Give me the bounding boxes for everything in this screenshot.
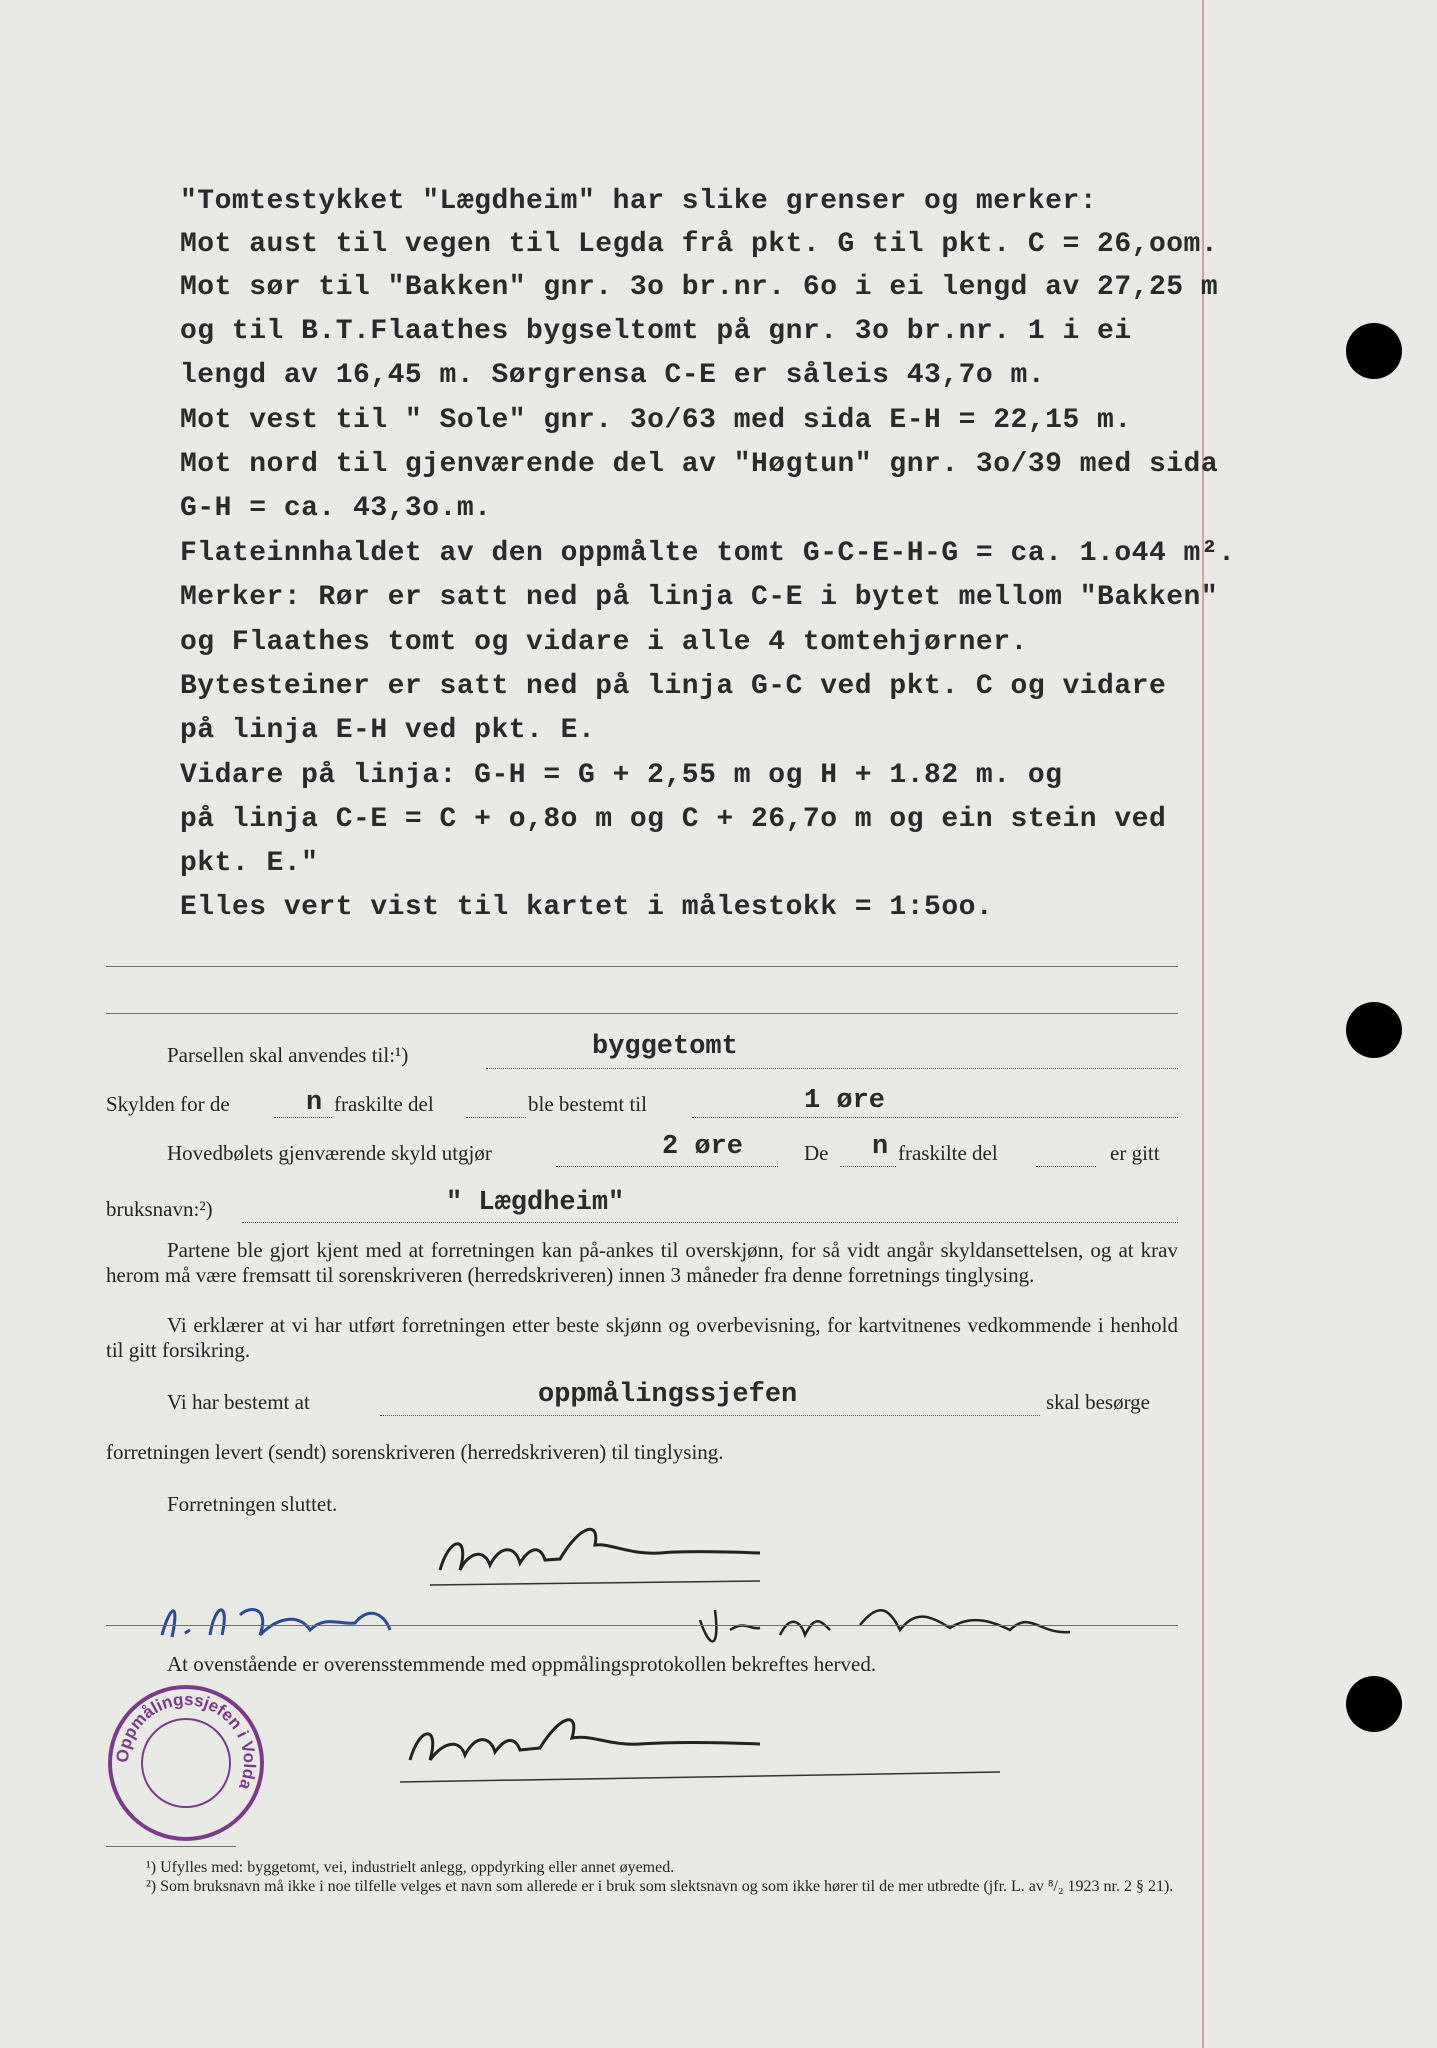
dotted-line: [840, 1166, 896, 1167]
stamp-text: Oppmålingssjefen i Volda: [112, 1689, 260, 1793]
hoved-fill: n: [872, 1132, 889, 1162]
appeal-paragraph: Partene ble gjort kjent med at forretningen kan på-ankes til overskjønn, for så vidt angår skyldansettelsen, og at krav herom må være fremsatt til sorenskriveren (herredskriveren) innen 3 måneder fra denne forretnings tinglysing.: [106, 1238, 1178, 1287]
parsell-value: byggetomt: [592, 1032, 738, 1062]
dotted-line: [380, 1415, 1040, 1416]
hoved-label: Hovedbølets gjenværende skyld utgjør: [167, 1141, 492, 1165]
typed-line: på linja E-H ved pkt. E.: [180, 715, 596, 746]
punch-hole: [1346, 323, 1402, 379]
punch-hole: [1346, 1676, 1402, 1732]
official-stamp: [106, 1683, 266, 1843]
typed-line: Mot aust til vegen til Legda frå pkt. G til pkt. C = 26,oom.: [180, 229, 1219, 260]
skyld-value: 1 øre: [804, 1086, 886, 1116]
declaration-paragraph: Vi erklærer at vi har utført forretningen etter beste skjønn og overbevisning, for kartvitnenes vedkommende i henhold til gitt forsikring.: [106, 1313, 1178, 1362]
typed-line: pkt. E.": [180, 848, 319, 879]
typed-line: Mot sør til "Bakken" gnr. 3o br.nr. 6o i ei lengd av 27,25 m: [180, 272, 1219, 303]
bestemt-label: Vi har bestemt at: [167, 1390, 310, 1414]
dotted-line: [242, 1222, 1178, 1223]
skyld-label: Skylden for de: [106, 1092, 230, 1116]
bruk-value: " Lægdheim": [446, 1188, 625, 1218]
typed-line: Flateinnhaldet av den oppmålte tomt G-C-E-H-G = ca. 1.o44 m².: [180, 538, 1236, 569]
signature-main: [430, 1515, 770, 1595]
hoved-label: er gitt: [1110, 1141, 1160, 1165]
confirm-text: At ovenstående er overensstemmende med oppmålingsprotokollen bekreftes herved.: [167, 1652, 877, 1676]
form-rule: [106, 966, 1178, 967]
typed-line: "Tomtestykket "Lægdheim" har slike grenser og merker:: [180, 186, 1098, 217]
typed-line: Mot vest til " Sole" gnr. 3o/63 med sida E-H = 22,15 m.: [180, 405, 1132, 436]
levert-line: forretningen levert (sendt) sorenskriveren (herredskriveren) til tinglysing.: [106, 1440, 724, 1464]
skyld-label: fraskilte del: [334, 1092, 434, 1116]
footnote-2: ²) Som bruksnavn må ikke i noe tilfelle velges et navn som allerede er i bruk som slektsnavn og som ikke hører til de mer utbredte (jfr. L. av ⁸/₂ 1923 nr. 2 § 21).: [146, 1878, 1174, 1895]
dotted-line: [274, 1117, 332, 1118]
footnote-rule: [106, 1846, 236, 1847]
punch-hole: [1346, 1002, 1402, 1058]
bestemt-suffix: skal besørge: [1046, 1390, 1151, 1414]
sluttet-text: Forretningen sluttet.: [167, 1492, 338, 1516]
typed-line: Bytesteiner er satt ned på linja G-C ved pkt. C og vidare: [180, 671, 1167, 702]
hoved-label: De: [804, 1141, 829, 1165]
typed-line: Merker: Rør er satt ned på linja C-E i bytet mellom "Bakken": [180, 582, 1219, 613]
dotted-line: [1036, 1166, 1096, 1167]
typed-line: og Flaathes tomt og vidare i alle 4 tomtehjørner.: [180, 627, 1028, 658]
signature-confirm: [400, 1700, 1020, 1800]
signature-witness-blue: [150, 1585, 490, 1655]
hoved-label: fraskilte del: [898, 1141, 998, 1165]
dotted-line: [466, 1117, 526, 1118]
typed-line: Elles vert vist til kartet i målestokk = 1:5oo.: [180, 892, 994, 923]
typed-line: og til B.T.Flaathes bygseltomt på gnr. 3o br.nr. 1 i ei: [180, 316, 1132, 347]
signature-line: [106, 1625, 1178, 1626]
margin-line: [1202, 0, 1204, 2048]
dotted-line: [486, 1068, 1178, 1069]
typed-line: lengd av 16,45 m. Sørgrensa C-E er såleis 43,7o m.: [180, 360, 1046, 391]
skyld-fill: n: [306, 1088, 323, 1118]
typed-line: G-H = ca. 43,3o.m.: [180, 493, 492, 524]
typed-line: Vidare på linja: G-H = G + 2,55 m og H + 1.82 m. og: [180, 760, 1063, 791]
hoved-value: 2 øre: [662, 1132, 744, 1162]
footnote-1: ¹) Ufylles med: byggetomt, vei, industrielt anlegg, oppdyrking eller annet øyemed.: [146, 1859, 675, 1876]
dotted-line: [692, 1117, 1178, 1118]
dotted-line: [556, 1166, 778, 1167]
typed-line: på linja C-E = C + o,8o m og C + 26,7o m og ein stein ved: [180, 804, 1167, 835]
form-rule: [106, 1013, 1178, 1014]
typed-line: Mot nord til gjenværende del av "Høgtun" gnr. 3o/39 med sida: [180, 449, 1219, 480]
bruk-label: bruksnavn:²): [106, 1197, 213, 1221]
bestemt-value: oppmålingssjefen: [538, 1380, 798, 1410]
skyld-label: ble bestemt til: [528, 1092, 647, 1116]
parsell-label: Parsellen skal anvendes til:¹): [167, 1043, 409, 1067]
